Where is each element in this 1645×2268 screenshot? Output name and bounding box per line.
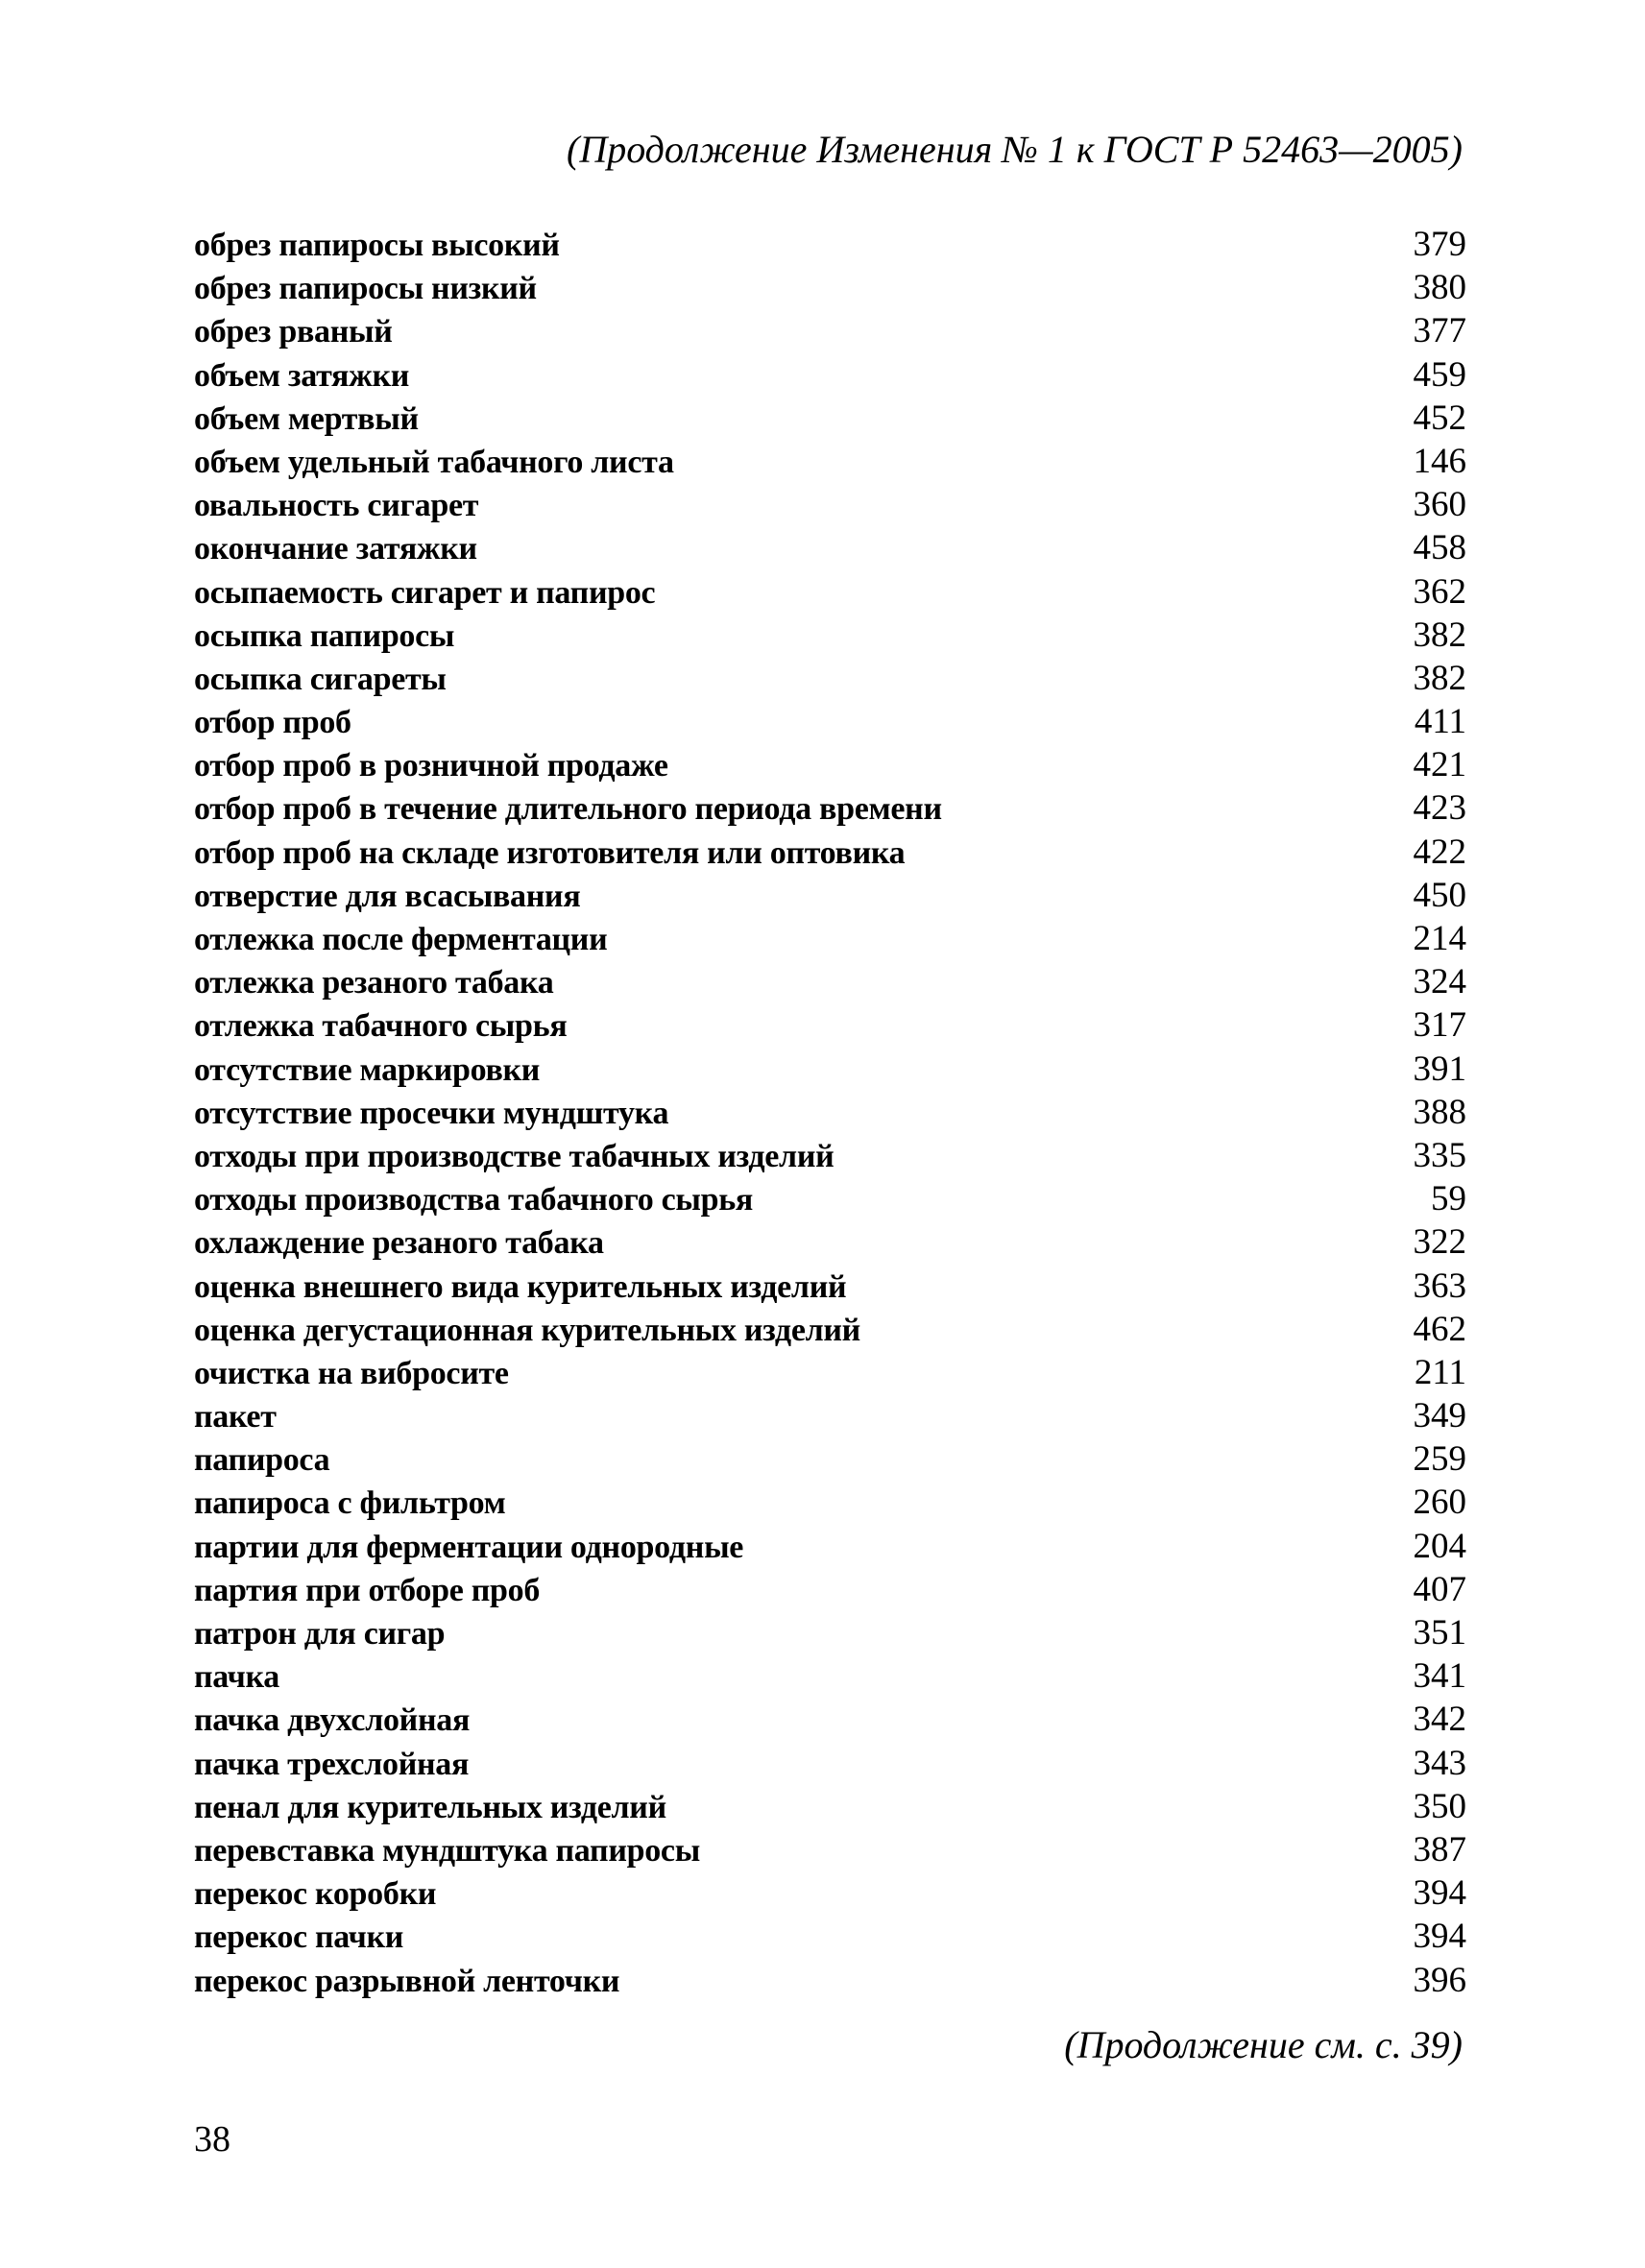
index-page-ref: 407 [1413,1569,1466,1609]
index-page-ref: 423 [1413,788,1466,829]
index-term: отсутствие маркировки [194,1051,541,1088]
index-page-ref: 422 [1413,832,1466,872]
continuation-note: (Продолжение см. с. 39) [1064,2023,1463,2066]
index-entry [194,743,1466,786]
index-page-ref: 351 [1413,1613,1466,1653]
index-term: пачка трехслойная [194,1746,470,1782]
index-page-ref: 388 [1413,1092,1466,1132]
index-term: папироса [194,1442,330,1479]
index-term: объем удельный табачного листа [194,444,674,480]
index-entry [194,1698,1466,1741]
index-page-ref: 362 [1413,571,1466,612]
index-entry [194,1437,1466,1481]
index-entry [194,700,1466,743]
index-entry [194,440,1466,483]
index-term: отходы производства табачного сырья [194,1182,754,1218]
index-page-ref: 380 [1413,268,1466,308]
index-entry [194,1871,1466,1915]
index-entry [194,1220,1466,1264]
index-term: пакет [194,1399,277,1436]
index-page-ref: 342 [1413,1700,1466,1740]
index-page-ref: 335 [1413,1135,1466,1175]
index-term: отбор проб в розничной продаже [194,748,668,784]
index-term: партия при отборе проб [194,1572,541,1608]
index-term: обрез папиросы низкий [194,271,537,307]
index-page-ref: 377 [1413,311,1466,351]
index-page-ref: 452 [1413,398,1466,438]
index-term: овальность сигарет [194,488,479,524]
index-entry [194,397,1466,440]
index-term: отлежка резаного табака [194,965,554,1001]
index-entry [194,1481,1466,1524]
index-term: охлаждение резаного табака [194,1225,604,1262]
index-page-ref: 341 [1413,1656,1466,1697]
index-page-ref: 421 [1413,745,1466,785]
index-term: отбор проб [194,705,351,741]
index-term: объем мертвый [194,400,419,437]
index-page-ref: 379 [1413,225,1466,264]
index-term: папироса с фильтром [194,1485,506,1522]
index-entry [194,1265,1466,1308]
index-entry [194,1742,1466,1785]
index-page-ref: 394 [1413,1873,1466,1914]
index-page-ref: 343 [1413,1743,1466,1783]
index-entry [194,1828,1466,1871]
index-entry [194,1048,1466,1091]
index-entry [194,657,1466,700]
index-page-ref: 317 [1413,1005,1466,1046]
index-term: пенал для курительных изделий [194,1789,666,1825]
index-term: перекос пачки [194,1919,404,1956]
index-entry [194,1568,1466,1611]
index-entry [194,786,1466,830]
index-term: перекос разрывной ленточки [194,1963,620,1999]
index-page-ref: 204 [1413,1526,1466,1566]
index-page-ref: 411 [1414,702,1466,742]
index-page-ref: 260 [1413,1483,1466,1523]
index-entry [194,1308,1466,1351]
index-entry [194,1177,1466,1220]
index-page-ref: 211 [1414,1352,1466,1392]
index-page-ref: 349 [1413,1396,1466,1436]
index-page-ref: 450 [1413,875,1466,915]
index-term: окончание затяжки [194,531,477,567]
index-term: обрез папиросы высокий [194,228,560,263]
index-term: осыпка сигареты [194,661,447,697]
index-entry [194,1091,1466,1134]
index-term: отлежка табачного сырья [194,1008,568,1045]
index-term: отходы при производстве табачных изделий [194,1138,835,1174]
index-term: оценка дегустационная курительных изделий [194,1312,860,1348]
index-term: отверстие для всасывания [194,878,581,914]
index-entry [194,223,1466,266]
index-term: обрез рваный [194,314,393,350]
index-entry [194,1915,1466,1958]
index-term: оценка внешнего вида курительных изделий [194,1268,847,1305]
index-entry [194,570,1466,614]
term-index-list [194,223,1466,2002]
index-page-ref: 360 [1413,485,1466,525]
index-page-ref: 394 [1413,1917,1466,1957]
index-page-ref: 387 [1413,1829,1466,1870]
index-page-ref: 382 [1413,658,1466,698]
index-term: осыпка папиросы [194,617,455,654]
index-entry [194,353,1466,397]
index-page-ref: 324 [1413,962,1466,1002]
index-entry [194,1785,1466,1828]
index-entry [194,483,1466,526]
index-page-ref: 363 [1413,1266,1466,1306]
index-entry [194,1959,1466,2002]
index-entry [194,526,1466,569]
index-term: отбор проб на складе изготовителя или оптовика [194,834,906,871]
index-term: отсутствие просечки мундштука [194,1095,669,1131]
page-number: 38 [194,2119,230,2159]
index-page-ref: 382 [1413,615,1466,655]
index-page-ref: 259 [1413,1439,1466,1480]
index-entry [194,1611,1466,1654]
index-entry [194,614,1466,657]
index-page-ref: 59 [1431,1179,1466,1219]
index-term: перекос коробки [194,1876,437,1913]
index-term: пачка [194,1659,279,1696]
index-term: пачка двухслойная [194,1702,471,1739]
index-entry [194,917,1466,960]
index-entry [194,874,1466,917]
index-entry [194,960,1466,1003]
index-page-ref: 459 [1413,354,1466,395]
index-page-ref: 391 [1413,1049,1466,1089]
index-term: отлежка после ферментации [194,922,608,957]
index-term: очистка на вибросите [194,1355,509,1391]
index-entry [194,266,1466,309]
index-term: партии для ферментации однородные [194,1529,744,1565]
index-entry [194,309,1466,352]
index-entry [194,1003,1466,1047]
index-entry [194,1654,1466,1698]
index-term: отбор проб в течение длительного периода времени [194,791,942,828]
index-term: осыпаемость сигарет и папирос [194,574,656,611]
index-entry [194,831,1466,874]
index-entry [194,1134,1466,1177]
index-page-ref: 322 [1413,1222,1466,1263]
index-page-ref: 146 [1413,441,1466,481]
index-term: перевставка мундштука папиросы [194,1832,700,1869]
index-term: патрон для сигар [194,1616,446,1652]
index-page-ref: 462 [1413,1309,1466,1349]
index-page-ref: 458 [1413,528,1466,568]
index-page-ref: 350 [1413,1786,1466,1826]
index-entry [194,1525,1466,1568]
index-page-ref: 396 [1413,1960,1466,2000]
index-term: объем затяжки [194,357,410,394]
index-page-ref: 214 [1413,919,1466,958]
index-entry [194,1394,1466,1437]
running-header: (Продолжение Изменения № 1 к ГОСТ Р 52463—2005) [567,128,1463,171]
index-entry [194,1351,1466,1394]
